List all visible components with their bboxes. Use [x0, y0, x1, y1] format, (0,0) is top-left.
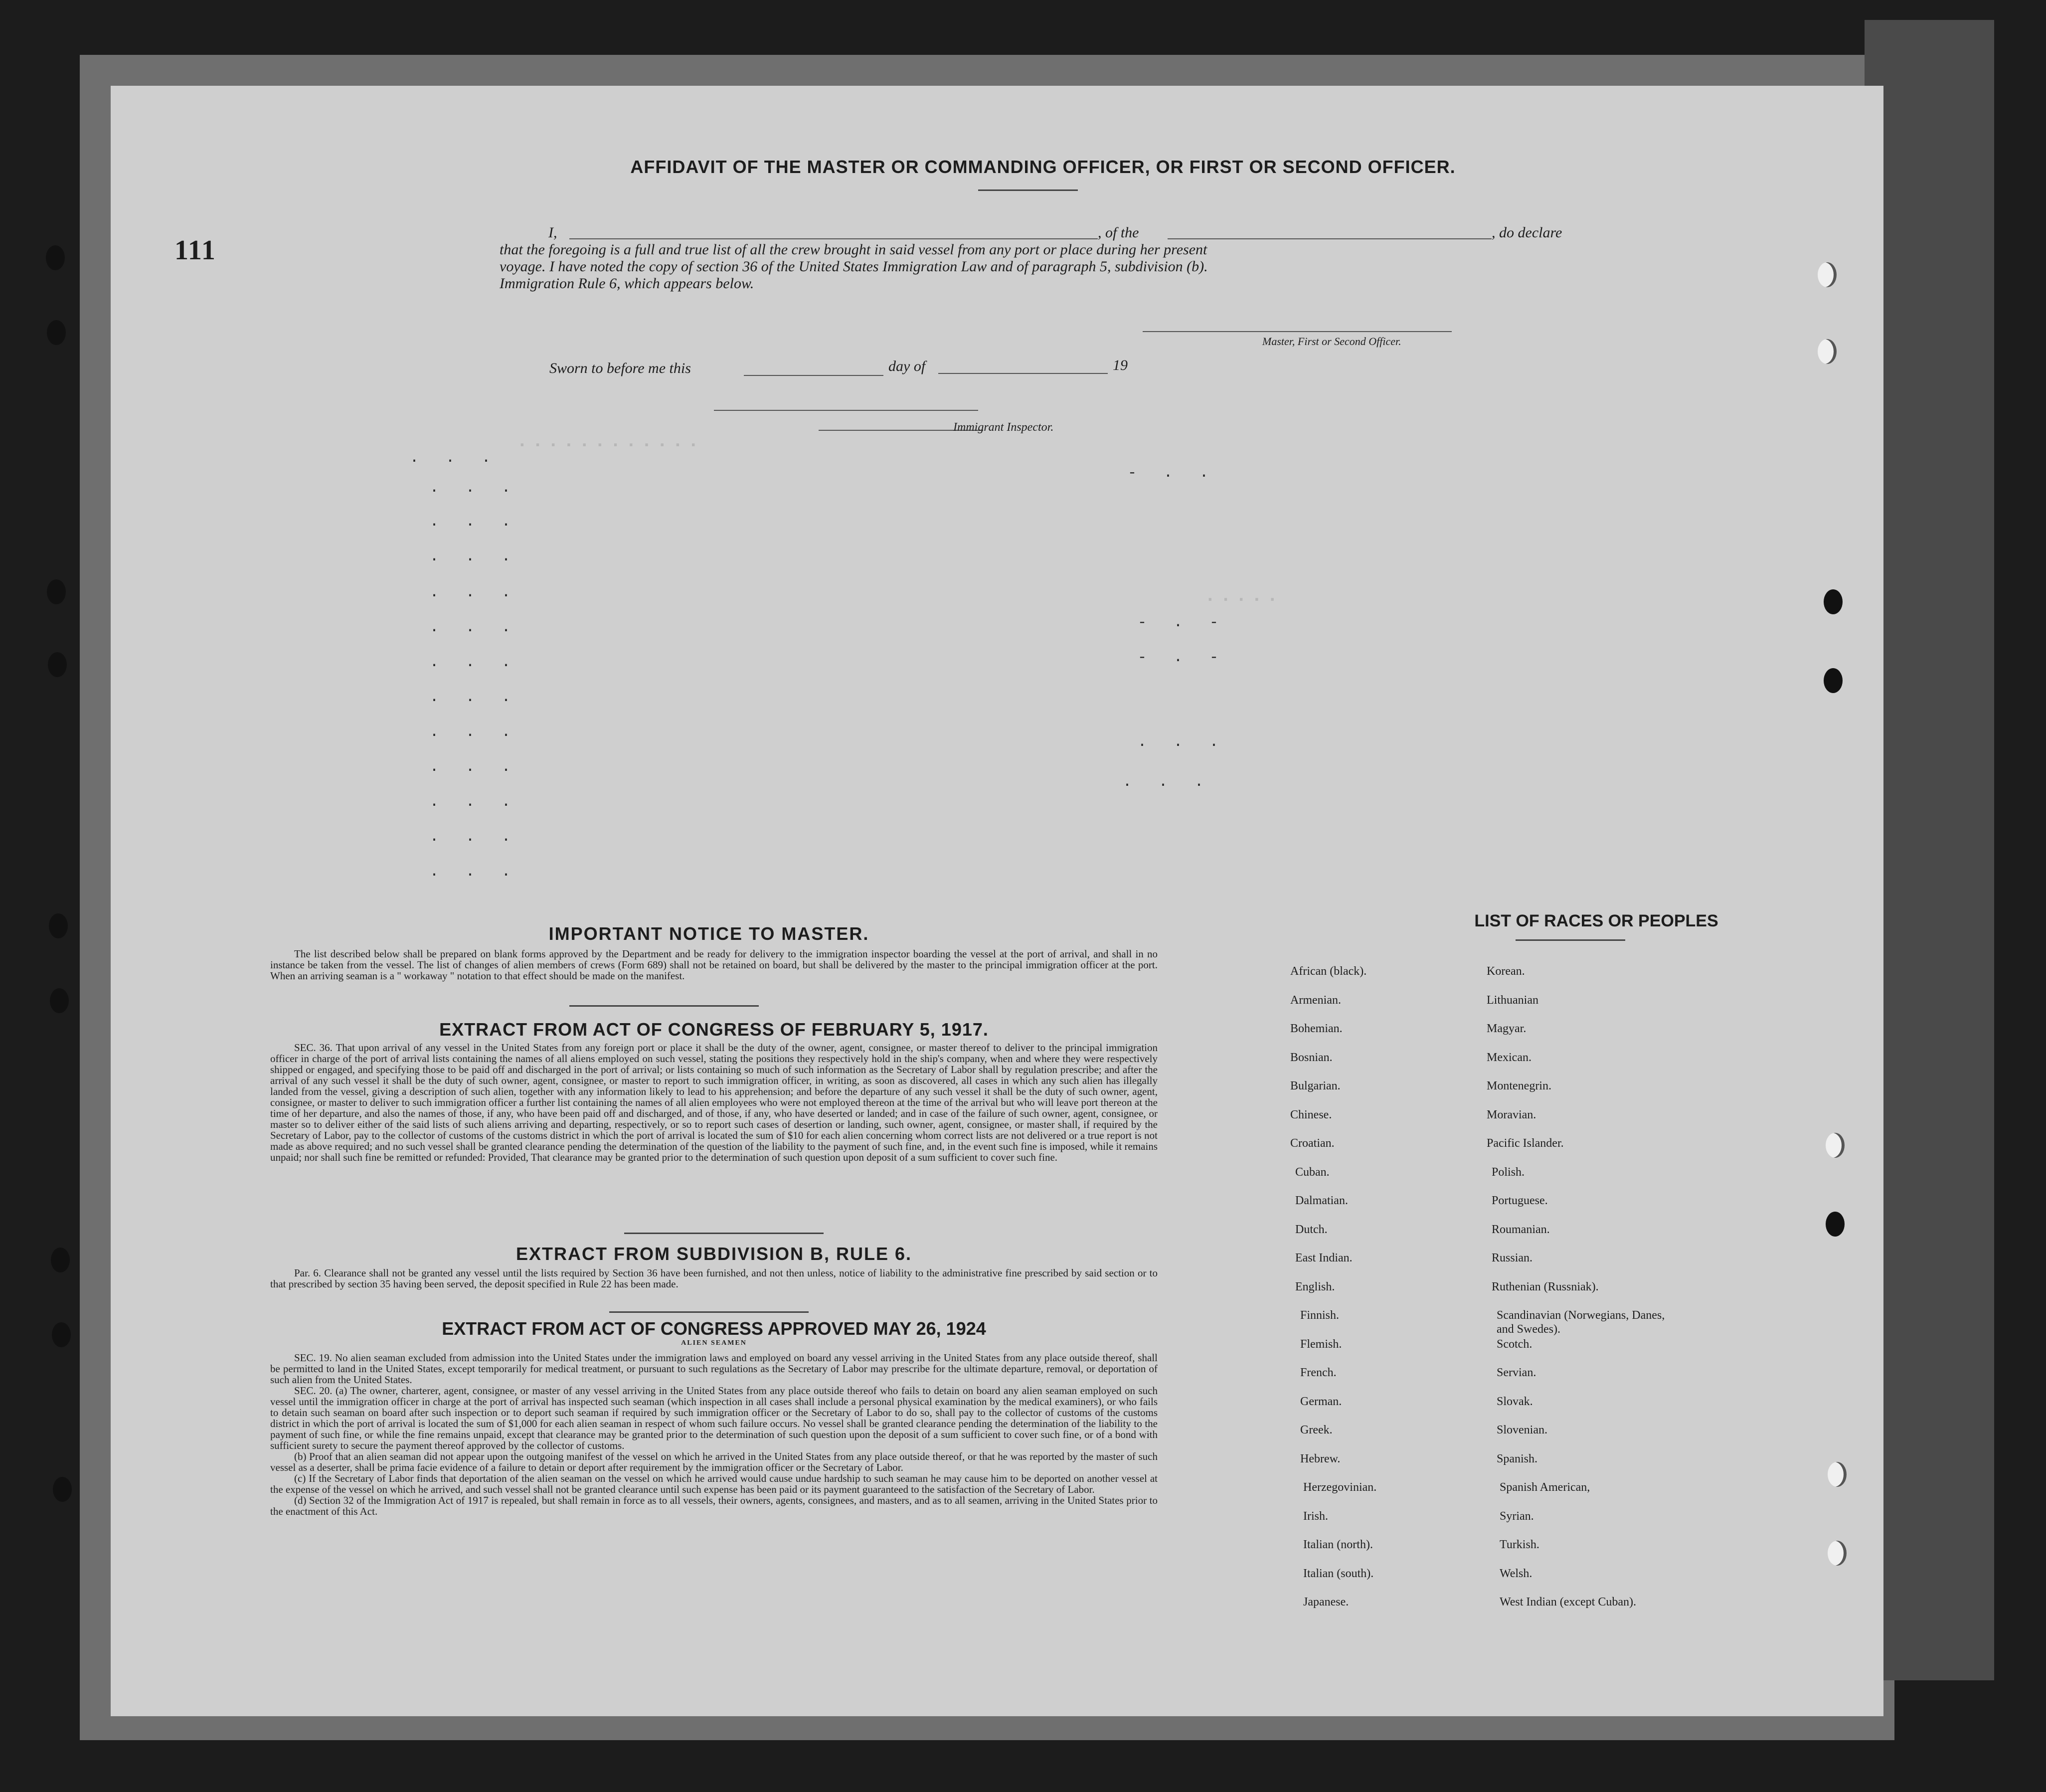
race-item: German.: [1300, 1395, 1342, 1408]
affidavit-of-the: , of the: [1098, 224, 1139, 241]
backing-sheet-edge: [1865, 20, 1994, 1680]
binder-hole-icon: [46, 245, 65, 270]
affidavit-line-2: that the foregoing is a full and true list of all the crew brought in said vessel from any port or place during her present: [500, 241, 1207, 258]
race-item: Italian (south).: [1303, 1567, 1374, 1580]
binder-hole-icon: [52, 1322, 71, 1347]
bleed-dots: . . .: [430, 584, 520, 601]
race-item: Bulgarian.: [1290, 1079, 1341, 1092]
race-item: Russian.: [1492, 1252, 1533, 1264]
master-signature-line[interactable]: [1143, 331, 1452, 332]
bleed-dots: . . .: [430, 654, 520, 671]
binder-hole-icon: [48, 652, 67, 677]
binder-hole-icon: [49, 913, 68, 938]
bleed-dots: - . -: [1138, 649, 1228, 666]
binder-hole-icon: [1824, 668, 1843, 693]
race-item: Pacific Islander.: [1487, 1137, 1564, 1150]
race-item: Spanish American,: [1500, 1481, 1590, 1494]
affidavit-do-declare: , do declare: [1492, 224, 1562, 241]
divider: [978, 189, 1078, 191]
affidavit-line-3: voyage. I have noted the copy of section 36 of the United States Immigration Law and of paragraph 5, subdivision (b).: [500, 258, 1208, 275]
race-item: Hebrew.: [1300, 1452, 1341, 1465]
race-item: Welsh.: [1500, 1567, 1533, 1580]
sec-19-paragraph: SEC. 19. No alien seaman excluded from admission into the United States under the immigration laws and employed on board any vessel arriving in the United States from any place outside thereof, shall be permitted to land in the United States, except temporarily for medical treatment, or pursuant to such regulations as the Secretary of Labor may prescribe for the ultimate departure, removal, or deportation of such alien from the United States.: [270, 1352, 1158, 1386]
race-item: Greek.: [1300, 1424, 1333, 1436]
race-item: Syrian.: [1500, 1509, 1534, 1523]
bleed-dots: . . .: [430, 724, 520, 741]
race-item: Roumanian.: [1492, 1223, 1550, 1236]
race-item: Dalmatian.: [1295, 1194, 1348, 1207]
sec-20d-paragraph: (d) Section 32 of the Immigration Act of 1917 is repealed, but shall remain in force as to all vessels, their owners, agents, consignees, and masters, and as to all seamen, arriving in the United States prior to the enactment of this Act.: [270, 1494, 1158, 1517]
bleed-dots: . . .: [1138, 734, 1228, 751]
divider: [569, 1005, 759, 1007]
binder-hole-icon: [1818, 339, 1837, 364]
notice-title: IMPORTANT NOTICE TO MASTER.: [548, 923, 869, 944]
race-item: Italian (north).: [1303, 1538, 1373, 1551]
sec-20a-paragraph: SEC. 20. (a) The owner, charterer, agent, consignee, or master of any vessel arriving in the United States from any place outside thereof who fails to detain on board any alien seaman employed on such vessel until the immigration officer in charge at the port of arrival has inspected such seaman (which inspection in all cases shall include a personal physical examination by the medical examiners), or who fails to detain such seaman on board after such inspection or to deport such seaman if required by such immigration officer or the Secretary of Labor to do so, shall pay to the collector of customs of the customs district in which the port of arrival is located the sum of $1,000 for each alien seaman in respect of whom such failure occurs. No vessel shall be granted clearance pending the determination of the liability to the payment of such fine, or while the fine remains unpaid, except that clearance may be granted prior to the determination of such question upon the deposit of a sum sufficient to cover such fine, or of a bond with sufficient surety to secure the payment thereof approved by the collector of customs.: [270, 1385, 1158, 1451]
bleed-dots: . . .: [430, 829, 520, 846]
alien-seamen-subtitle: ALIEN SEAMEN: [681, 1339, 747, 1347]
race-item: Turkish.: [1500, 1538, 1539, 1551]
race-item: Magyar.: [1487, 1022, 1527, 1035]
divider: [609, 1311, 809, 1313]
race-item: Armenian.: [1290, 993, 1341, 1007]
sec-20c-paragraph: (c) If the Secretary of Labor finds that deportation of the alien seaman on the vessel on which he arrived would cause undue hardship to such seaman he may cause him to be deported on another vessel at the expense of the vessel on which he arrived, and such vessel shall not be granted clearance until such expense has been paid or its payment guaranteed to the satisfaction of the Secretary of Labor.: [270, 1472, 1158, 1495]
extract-1917-title: EXTRACT FROM ACT OF CONGRESS OF FEBRUARY 5, 1917.: [439, 1019, 989, 1040]
divider: [1516, 939, 1625, 941]
bleed-dots: . . .: [1123, 774, 1213, 791]
day-of-label: day of: [888, 358, 926, 374]
race-item: Moravian.: [1487, 1108, 1536, 1121]
master-signature-label: Master, First or Second Officer.: [1262, 335, 1401, 348]
race-item: English.: [1295, 1280, 1335, 1293]
binder-hole-icon: [47, 320, 66, 345]
sworn-month-blank[interactable]: [938, 373, 1108, 374]
race-item: West Indian (except Cuban).: [1500, 1596, 1636, 1609]
race-item: Spanish.: [1497, 1452, 1538, 1465]
bleed-dots: . . .: [430, 619, 520, 636]
binder-hole-icon: [51, 1248, 70, 1272]
race-item: French.: [1300, 1366, 1337, 1379]
race-item: Croatian.: [1290, 1137, 1335, 1150]
races-title: LIST OF RACES OR PEOPLES: [1474, 911, 1718, 930]
race-item: Ruthenian (Russniak).: [1492, 1280, 1599, 1293]
bleed-dots: . . .: [430, 864, 520, 881]
vessel-blank[interactable]: [1168, 238, 1492, 239]
race-item: Flemish.: [1300, 1337, 1342, 1351]
race-item: Irish.: [1303, 1509, 1328, 1523]
inspector-signature-line[interactable]: [714, 410, 978, 411]
race-item: African (black).: [1290, 965, 1367, 978]
race-item: Scotch.: [1497, 1337, 1533, 1351]
binder-hole-icon: [1818, 262, 1837, 287]
race-item: Herzegovinian.: [1303, 1481, 1377, 1494]
binder-hole-icon: [53, 1477, 72, 1502]
race-item: Bohemian.: [1290, 1022, 1343, 1035]
race-item: Slovak.: [1497, 1395, 1533, 1408]
bleed-dots: - . -: [1138, 614, 1228, 631]
bleed-dots: . . .: [430, 514, 520, 531]
notice-text: [270, 948, 1158, 981]
bleed-dots: . . .: [430, 689, 520, 706]
sheet-number: 111: [174, 235, 216, 266]
race-item: Chinese.: [1290, 1108, 1332, 1121]
race-item: Scandinavian (Norwegians, Danes, and Swedes).: [1497, 1309, 1665, 1336]
affidavit-line-4: Immigration Rule 6, which appears below.: [500, 275, 754, 292]
race-item: Montenegrin.: [1487, 1079, 1551, 1092]
race-item: Korean.: [1487, 965, 1525, 978]
bleed-dots: . . .: [430, 759, 520, 776]
name-blank[interactable]: [569, 238, 1098, 239]
race-item: Cuban.: [1295, 1165, 1330, 1179]
race-item: Slovenian.: [1497, 1424, 1547, 1436]
notice-paragraph: The list described below shall be prepared on blank forms approved by the Department and be ready for delivery to the immigration inspector boarding the vessel at the port of arrival, and shall in no instance be taken from the vessel. The list of changes of alien members of crews (Form 689) shall not be retained on board, but shall be delivered by the master to the principal immigration officer at the port. When an arriving seaman is a " workaway " notation to that effect should be made on the manifest.: [270, 948, 1158, 982]
sec-20b-paragraph: (b) Proof that an alien seaman did not appear upon the outgoing manifest of the vessel on which he arrived in the United States from any place outside thereof, or that he was reported by the master of such vessel as a deserter, shall be prima facie evidence of a failure to detain or deport after requirement by the immigration officer or the Secretary of Labor.: [270, 1450, 1158, 1473]
race-item: Dutch.: [1295, 1223, 1328, 1236]
binder-hole-icon: [50, 988, 69, 1013]
race-item: Portuguese.: [1492, 1194, 1548, 1207]
extract-1924-text: [270, 1352, 1158, 1517]
subdivision-title: EXTRACT FROM SUBDIVISION B, RULE 6.: [515, 1244, 912, 1264]
bleed-dots: . . .: [430, 794, 520, 811]
extract-1924-title: EXTRACT FROM ACT OF CONGRESS APPROVED MAY 26, 1924: [442, 1318, 986, 1339]
affidavit-i: I,: [548, 224, 557, 241]
races-column-2: [1487, 964, 1836, 1624]
race-item: Mexican.: [1487, 1051, 1532, 1064]
bleed-dots: . . .: [430, 548, 520, 565]
race-item: Japanese.: [1303, 1596, 1349, 1609]
year-prefix: 19: [1113, 357, 1128, 373]
race-item: Lithuanian: [1487, 993, 1538, 1007]
extract-1917-text: [270, 1042, 1158, 1163]
race-item: Finnish.: [1300, 1309, 1340, 1322]
bleed-through-text: · · · · · · · · · · · ·: [519, 435, 699, 456]
bleed-dots: . . .: [410, 450, 500, 467]
bleed-through-text: · · · · ·: [1207, 589, 1278, 610]
bleed-dots: - . .: [1128, 465, 1218, 482]
binder-hole-icon: [47, 579, 66, 604]
affidavit-title: AFFIDAVIT OF THE MASTER OR COMMANDING OFFICER, OR FIRST OR SECOND OFFICER.: [630, 157, 1456, 177]
inspector-label: Immigrant Inspector.: [953, 421, 1054, 434]
sworn-label: Sworn to before me this: [549, 360, 691, 376]
race-item: East Indian.: [1295, 1252, 1353, 1264]
section-36-paragraph: SEC. 36. That upon arrival of any vessel in the United States from any foreign port or place it shall be the duty of the owner, agent, consignee, or master thereof to deliver to the principal immigration officer in charge of the port of arrival lists containing the names of all aliens employed on such vessel, stating the positions they respectively hold in the ship's company, when and where they were respectively shipped or engaged, and specifying those to be paid off and discharged in the port of arrival; or lists containing so much of such information as the Secretary of Labor shall by regulation prescribe; and after the arrival of any such vessel it shall be the duty of such owner, agent, consignee, or master to report to such immigration officer, in writing, as soon as discovered, all cases in which any such alien has illegally landed from the vessel, giving a description of such alien, together with any information likely to lead to his apprehension; and before the departure of any such vessel it shall be the duty of such owner, agent, consignee, or master to deliver to such immigration officer a further list containing the names of all alien employees who were not employed thereon at the time of the arrival but who will leave port thereon at the time of her departure, and also the names of those, if any, who have been paid off and discharged, and of those, if any, who have deserted or landed; and in case of the failure of such owner, agent, consignee, or master so to deliver either of the said lists of such aliens arriving and departing, respectively, or so to report such cases of desertion or landing, such owner, agent, consignee, or master shall, if required by the Secretary of Labor, pay to the collector of customs of the customs district in which the port of arrival is located the sum of $10 for each alien concerning whom correct lists are not delivered or a true report is not made as above required; and no such vessel shall be granted clearance pending the determination of the question of the liability to the payment of such fine, and, in the event such fine is imposed, while it remains unpaid; nor shall such fine be remitted or refunded: Provided, That clearance may be granted prior to the determination of such question upon deposit of a sum sufficient to cover such fine.: [270, 1042, 1158, 1163]
race-item: Polish.: [1492, 1165, 1525, 1179]
divider: [624, 1233, 824, 1234]
binder-hole-icon: [1824, 589, 1843, 614]
par-6-paragraph: Par. 6. Clearance shall not be granted any vessel until the lists required by Section 36 have been furnished, and not then unless, notice of liability to the administrative fine prescribed by said section or to that prescribed by section 35 having been served, the deposit specified in Rule 22 has been made.: [270, 1267, 1158, 1290]
subdivision-text: [270, 1267, 1158, 1289]
sworn-day-blank[interactable]: [744, 375, 883, 376]
manifest-page: [111, 86, 1883, 1716]
bleed-dots: . . .: [430, 480, 520, 497]
race-item: Servian.: [1497, 1366, 1536, 1379]
race-item: Bosnian.: [1290, 1051, 1333, 1064]
